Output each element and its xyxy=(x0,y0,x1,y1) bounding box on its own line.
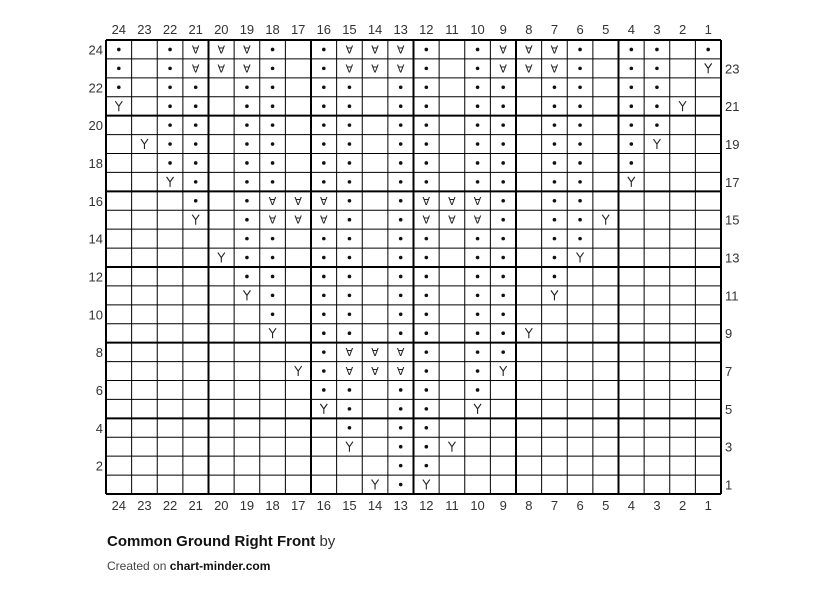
purl-dot-symbol xyxy=(348,104,352,108)
column-number-top: 6 xyxy=(576,22,584,37)
purl-dot-symbol xyxy=(168,123,172,127)
purl-dot-symbol xyxy=(348,180,352,184)
decrease-symbol: ∀ xyxy=(320,214,328,227)
column-number-top: 22 xyxy=(162,22,178,37)
column-number-bottom: 10 xyxy=(470,498,485,513)
decrease-symbol: ∀ xyxy=(191,44,200,57)
decrease-symbol: ∀ xyxy=(294,214,302,227)
purl-dot-symbol xyxy=(322,123,326,127)
purl-dot-symbol xyxy=(322,294,326,298)
purl-dot-symbol xyxy=(399,85,403,89)
row-number-left: 6 xyxy=(95,382,103,398)
purl-dot-symbol xyxy=(425,123,429,127)
purl-dot-symbol xyxy=(322,161,326,165)
row-number-right: 7 xyxy=(725,364,733,380)
column-number-top: 10 xyxy=(470,22,485,37)
decrease-symbol: ∀ xyxy=(422,214,431,227)
purl-dot-symbol xyxy=(553,161,557,165)
column-number-top: 23 xyxy=(137,22,152,37)
purl-dot-symbol xyxy=(168,67,172,71)
purl-dot-symbol xyxy=(322,275,326,279)
row-number-left: 4 xyxy=(95,420,103,436)
purl-dot-symbol xyxy=(425,294,429,298)
purl-dot-symbol xyxy=(348,218,352,222)
column-number-bottom: 1 xyxy=(704,498,712,513)
purl-dot-symbol xyxy=(501,331,505,335)
purl-dot-symbol xyxy=(425,464,429,468)
purl-dot-symbol xyxy=(553,275,557,279)
purl-dot-symbol xyxy=(245,180,249,184)
purl-dot-symbol xyxy=(476,180,480,184)
purl-dot-symbol xyxy=(399,256,403,260)
chart-title: Common Ground Right Front xyxy=(107,533,316,550)
decrease-symbol: ∀ xyxy=(371,44,379,57)
purl-dot-symbol xyxy=(271,294,275,298)
purl-dot-symbol xyxy=(476,142,480,146)
purl-dot-symbol xyxy=(322,256,326,260)
purl-dot-symbol xyxy=(630,123,634,127)
purl-dot-symbol xyxy=(271,123,275,127)
decrease-symbol: ∀ xyxy=(345,44,354,57)
decrease-symbol: ∀ xyxy=(525,44,533,57)
purl-dot-symbol xyxy=(630,142,634,146)
purl-dot-symbol xyxy=(399,104,403,108)
column-number-top: 18 xyxy=(265,22,280,37)
decrease-symbol: ∀ xyxy=(550,63,559,76)
column-number-top: 19 xyxy=(239,22,255,37)
purl-dot-symbol xyxy=(476,256,480,260)
purl-dot-symbol xyxy=(425,312,429,316)
decrease-symbol: ∀ xyxy=(345,347,354,360)
decrease-symbol: ∀ xyxy=(499,63,507,76)
purl-dot-symbol xyxy=(271,237,275,241)
row-number-left: 14 xyxy=(88,231,103,247)
purl-dot-symbol xyxy=(425,85,429,89)
purl-dot-symbol xyxy=(322,237,326,241)
purl-dot-symbol xyxy=(271,104,275,108)
purl-dot-symbol xyxy=(399,142,403,146)
decrease-symbol: ∀ xyxy=(243,44,251,57)
purl-dot-symbol xyxy=(194,142,198,146)
column-number-bottom: 2 xyxy=(678,498,687,513)
purl-dot-symbol xyxy=(476,161,480,165)
column-number-top: 14 xyxy=(367,22,383,37)
decrease-symbol: ∀ xyxy=(345,63,354,76)
purl-dot-symbol xyxy=(578,123,582,127)
row-number-right: 13 xyxy=(725,250,740,266)
created-on-label: Created on xyxy=(107,559,167,573)
purl-dot-symbol xyxy=(655,85,659,89)
purl-dot-symbol xyxy=(322,48,326,52)
purl-dot-symbol xyxy=(425,407,429,411)
purl-dot-symbol xyxy=(578,180,582,184)
purl-dot-symbol xyxy=(553,85,557,89)
purl-dot-symbol xyxy=(348,426,352,430)
purl-dot-symbol xyxy=(476,237,480,241)
purl-dot-symbol xyxy=(425,388,429,392)
purl-dot-symbol xyxy=(425,445,429,449)
row-number-right: 17 xyxy=(725,174,740,190)
purl-dot-symbol xyxy=(168,142,172,146)
purl-dot-symbol xyxy=(399,123,403,127)
purl-dot-symbol xyxy=(476,294,480,298)
column-number-top: 16 xyxy=(316,22,332,37)
purl-dot-symbol xyxy=(399,237,403,241)
column-number-top: 15 xyxy=(342,22,357,37)
purl-dot-symbol xyxy=(578,67,582,71)
purl-dot-symbol xyxy=(399,180,403,184)
column-number-bottom: 5 xyxy=(602,498,610,513)
purl-dot-symbol xyxy=(322,180,326,184)
decrease-symbol: ∀ xyxy=(396,366,405,379)
purl-dot-symbol xyxy=(271,85,275,89)
purl-dot-symbol xyxy=(194,161,198,165)
decrease-symbol: ∀ xyxy=(191,63,200,76)
purl-dot-symbol xyxy=(425,331,429,335)
purl-dot-symbol xyxy=(655,48,659,52)
purl-dot-symbol xyxy=(168,161,172,165)
purl-dot-symbol xyxy=(399,445,403,449)
column-number-bottom: 12 xyxy=(419,498,434,513)
purl-dot-symbol xyxy=(245,142,249,146)
decrease-symbol: ∀ xyxy=(268,214,277,227)
purl-dot-symbol xyxy=(348,123,352,127)
purl-dot-symbol xyxy=(501,312,505,316)
purl-dot-symbol xyxy=(271,180,275,184)
purl-dot-symbol xyxy=(194,104,198,108)
purl-dot-symbol xyxy=(117,67,121,71)
decrease-symbol: ∀ xyxy=(345,366,354,379)
purl-dot-symbol xyxy=(501,161,505,165)
purl-dot-symbol xyxy=(425,426,429,430)
purl-dot-symbol xyxy=(655,104,659,108)
column-number-bottom: 24 xyxy=(111,498,127,513)
column-number-top: 17 xyxy=(290,22,306,37)
purl-dot-symbol xyxy=(194,180,198,184)
column-number-top: 4 xyxy=(627,22,635,37)
column-number-top: 5 xyxy=(602,22,610,37)
purl-dot-symbol xyxy=(501,294,505,298)
decrease-symbol: ∀ xyxy=(371,366,379,379)
purl-dot-symbol xyxy=(553,104,557,108)
purl-dot-symbol xyxy=(425,256,429,260)
purl-dot-symbol xyxy=(348,256,352,260)
column-number-bottom: 6 xyxy=(576,498,584,513)
purl-dot-symbol xyxy=(399,218,403,222)
purl-dot-symbol xyxy=(501,104,505,108)
row-number-right: 9 xyxy=(725,326,733,342)
purl-dot-symbol xyxy=(271,275,275,279)
purl-dot-symbol xyxy=(348,331,352,335)
row-number-right: 23 xyxy=(725,61,740,77)
purl-dot-symbol xyxy=(706,48,710,52)
column-number-top: 8 xyxy=(525,22,533,37)
column-number-bottom: 18 xyxy=(265,498,280,513)
purl-dot-symbol xyxy=(578,104,582,108)
decrease-symbol: ∀ xyxy=(294,195,302,208)
purl-dot-symbol xyxy=(271,142,275,146)
decrease-symbol: ∀ xyxy=(448,195,456,208)
purl-dot-symbol xyxy=(476,67,480,71)
row-number-right: 11 xyxy=(725,288,739,304)
purl-dot-symbol xyxy=(348,199,352,203)
purl-dot-symbol xyxy=(553,123,557,127)
decrease-symbol: ∀ xyxy=(396,347,405,360)
purl-dot-symbol xyxy=(578,199,582,203)
purl-dot-symbol xyxy=(655,123,659,127)
purl-dot-symbol xyxy=(553,237,557,241)
row-number-right: 21 xyxy=(725,99,740,115)
column-number-bottom: 3 xyxy=(653,498,661,513)
purl-dot-symbol xyxy=(245,256,249,260)
purl-dot-symbol xyxy=(476,104,480,108)
purl-dot-symbol xyxy=(501,256,505,260)
purl-dot-symbol xyxy=(322,388,326,392)
row-number-left: 18 xyxy=(88,155,103,171)
row-number-right: 15 xyxy=(725,212,740,228)
column-number-bottom: 11 xyxy=(445,498,459,513)
purl-dot-symbol xyxy=(501,123,505,127)
purl-dot-symbol xyxy=(271,48,275,52)
row-number-right: 19 xyxy=(725,137,740,153)
column-number-top: 24 xyxy=(111,22,127,37)
purl-dot-symbol xyxy=(476,331,480,335)
row-number-left: 24 xyxy=(88,42,103,58)
row-number-left: 16 xyxy=(88,193,103,209)
purl-dot-symbol xyxy=(322,369,326,373)
column-number-bottom: 14 xyxy=(367,498,383,513)
purl-dot-symbol xyxy=(348,161,352,165)
purl-dot-symbol xyxy=(194,123,198,127)
purl-dot-symbol xyxy=(553,142,557,146)
credit-line xyxy=(107,559,270,573)
purl-dot-symbol xyxy=(399,483,403,487)
column-number-top: 12 xyxy=(419,22,434,37)
purl-dot-symbol xyxy=(425,67,429,71)
purl-dot-symbol xyxy=(501,180,505,184)
purl-dot-symbol xyxy=(425,48,429,52)
purl-dot-symbol xyxy=(425,350,429,354)
purl-dot-symbol xyxy=(399,426,403,430)
purl-dot-symbol xyxy=(501,218,505,222)
purl-dot-symbol xyxy=(399,199,403,203)
purl-dot-symbol xyxy=(630,85,634,89)
purl-dot-symbol xyxy=(245,199,249,203)
chart-title-line xyxy=(107,533,335,550)
decrease-symbol: ∀ xyxy=(525,63,533,76)
column-number-top: 9 xyxy=(499,22,507,37)
decrease-symbol: ∀ xyxy=(550,44,559,57)
decrease-symbol: ∀ xyxy=(320,195,328,208)
column-number-bottom: 13 xyxy=(393,498,408,513)
purl-dot-symbol xyxy=(348,275,352,279)
purl-dot-symbol xyxy=(501,142,505,146)
purl-dot-symbol xyxy=(476,369,480,373)
column-number-top: 7 xyxy=(550,22,559,37)
purl-dot-symbol xyxy=(553,199,557,203)
purl-dot-symbol xyxy=(501,275,505,279)
purl-dot-symbol xyxy=(271,256,275,260)
purl-dot-symbol xyxy=(322,350,326,354)
purl-dot-symbol xyxy=(348,407,352,411)
column-number-bottom: 22 xyxy=(162,498,178,513)
row-number-left: 8 xyxy=(95,345,103,361)
purl-dot-symbol xyxy=(348,85,352,89)
purl-dot-symbol xyxy=(322,312,326,316)
column-number-bottom: 23 xyxy=(137,498,152,513)
row-number-right: 1 xyxy=(725,477,733,493)
row-number-left: 12 xyxy=(88,269,103,285)
chart-author-by: by xyxy=(319,533,336,550)
purl-dot-symbol xyxy=(194,85,198,89)
purl-dot-symbol xyxy=(476,275,480,279)
purl-dot-symbol xyxy=(348,142,352,146)
purl-dot-symbol xyxy=(553,218,557,222)
decrease-symbol: ∀ xyxy=(473,214,482,227)
row-number-left: 22 xyxy=(88,80,103,96)
purl-dot-symbol xyxy=(501,237,505,241)
purl-dot-symbol xyxy=(553,180,557,184)
purl-dot-symbol xyxy=(399,161,403,165)
purl-dot-symbol xyxy=(501,199,505,203)
purl-dot-symbol xyxy=(271,161,275,165)
purl-dot-symbol xyxy=(117,48,121,52)
column-number-bottom: 16 xyxy=(316,498,332,513)
purl-dot-symbol xyxy=(578,161,582,165)
decrease-symbol: ∀ xyxy=(371,347,379,360)
column-number-top: 3 xyxy=(653,22,661,37)
purl-dot-symbol xyxy=(322,67,326,71)
column-number-bottom: 19 xyxy=(239,498,255,513)
decrease-symbol: ∀ xyxy=(499,44,507,57)
purl-dot-symbol xyxy=(578,85,582,89)
column-number-bottom: 21 xyxy=(188,498,203,513)
purl-dot-symbol xyxy=(168,85,172,89)
purl-dot-symbol xyxy=(245,237,249,241)
purl-dot-symbol xyxy=(476,312,480,316)
column-number-top: 1 xyxy=(704,22,712,37)
purl-dot-symbol xyxy=(245,123,249,127)
purl-dot-symbol xyxy=(271,312,275,316)
purl-dot-symbol xyxy=(245,104,249,108)
column-number-bottom: 15 xyxy=(342,498,357,513)
purl-dot-symbol xyxy=(245,275,249,279)
purl-dot-symbol xyxy=(476,48,480,52)
decrease-symbol: ∀ xyxy=(396,44,405,57)
column-number-top: 11 xyxy=(445,22,459,37)
row-number-left: 2 xyxy=(95,458,103,474)
purl-dot-symbol xyxy=(322,142,326,146)
row-number-left: 20 xyxy=(88,118,103,134)
purl-dot-symbol xyxy=(578,48,582,52)
purl-dot-symbol xyxy=(578,142,582,146)
purl-dot-symbol xyxy=(348,312,352,316)
purl-dot-symbol xyxy=(655,67,659,71)
purl-dot-symbol xyxy=(348,294,352,298)
purl-dot-symbol xyxy=(399,331,403,335)
column-number-top: 13 xyxy=(393,22,408,37)
column-number-bottom: 20 xyxy=(214,498,229,513)
purl-dot-symbol xyxy=(578,218,582,222)
purl-dot-symbol xyxy=(245,85,249,89)
purl-dot-symbol xyxy=(425,142,429,146)
purl-dot-symbol xyxy=(501,350,505,354)
column-number-bottom: 8 xyxy=(525,498,533,513)
purl-dot-symbol xyxy=(501,85,505,89)
decrease-symbol: ∀ xyxy=(473,195,482,208)
purl-dot-symbol xyxy=(476,85,480,89)
row-number-right: 3 xyxy=(725,439,733,455)
row-number-left: 10 xyxy=(88,307,103,323)
purl-dot-symbol xyxy=(117,85,121,89)
column-number-bottom: 4 xyxy=(627,498,635,513)
decrease-symbol: ∀ xyxy=(217,44,226,57)
purl-dot-symbol xyxy=(476,388,480,392)
purl-dot-symbol xyxy=(578,237,582,241)
decrease-symbol: ∀ xyxy=(396,63,405,76)
purl-dot-symbol xyxy=(348,237,352,241)
decrease-symbol: ∀ xyxy=(217,63,226,76)
purl-dot-symbol xyxy=(194,199,198,203)
decrease-symbol: ∀ xyxy=(268,195,277,208)
purl-dot-symbol xyxy=(630,104,634,108)
purl-dot-symbol xyxy=(399,464,403,468)
purl-dot-symbol xyxy=(425,104,429,108)
purl-dot-symbol xyxy=(245,161,249,165)
purl-dot-symbol xyxy=(399,388,403,392)
column-number-top: 20 xyxy=(214,22,229,37)
column-number-bottom: 17 xyxy=(290,498,306,513)
purl-dot-symbol xyxy=(322,331,326,335)
purl-dot-symbol xyxy=(399,312,403,316)
decrease-symbol: ∀ xyxy=(243,63,251,76)
purl-dot-symbol xyxy=(168,48,172,52)
decrease-symbol: ∀ xyxy=(422,195,431,208)
column-number-bottom: 7 xyxy=(550,498,559,513)
purl-dot-symbol xyxy=(322,85,326,89)
purl-dot-symbol xyxy=(425,275,429,279)
purl-dot-symbol xyxy=(425,369,429,373)
decrease-symbol: ∀ xyxy=(371,63,379,76)
purl-dot-symbol xyxy=(399,407,403,411)
purl-dot-symbol xyxy=(322,104,326,108)
column-number-bottom: 9 xyxy=(499,498,507,513)
site-link[interactable]: chart-minder.com xyxy=(169,559,271,573)
purl-dot-symbol xyxy=(476,123,480,127)
purl-dot-symbol xyxy=(425,161,429,165)
purl-dot-symbol xyxy=(271,67,275,71)
column-number-top: 21 xyxy=(188,22,203,37)
decrease-symbol: ∀ xyxy=(448,214,456,227)
purl-dot-symbol xyxy=(553,256,557,260)
purl-dot-symbol xyxy=(425,180,429,184)
purl-dot-symbol xyxy=(630,67,634,71)
purl-dot-symbol xyxy=(630,161,634,165)
purl-dot-symbol xyxy=(476,350,480,354)
purl-dot-symbol xyxy=(245,218,249,222)
purl-dot-symbol xyxy=(630,48,634,52)
purl-dot-symbol xyxy=(348,388,352,392)
row-number-right: 5 xyxy=(725,401,733,417)
purl-dot-symbol xyxy=(168,104,172,108)
column-number-top: 2 xyxy=(678,22,687,37)
purl-dot-symbol xyxy=(399,275,403,279)
purl-dot-symbol xyxy=(399,294,403,298)
purl-dot-symbol xyxy=(425,237,429,241)
